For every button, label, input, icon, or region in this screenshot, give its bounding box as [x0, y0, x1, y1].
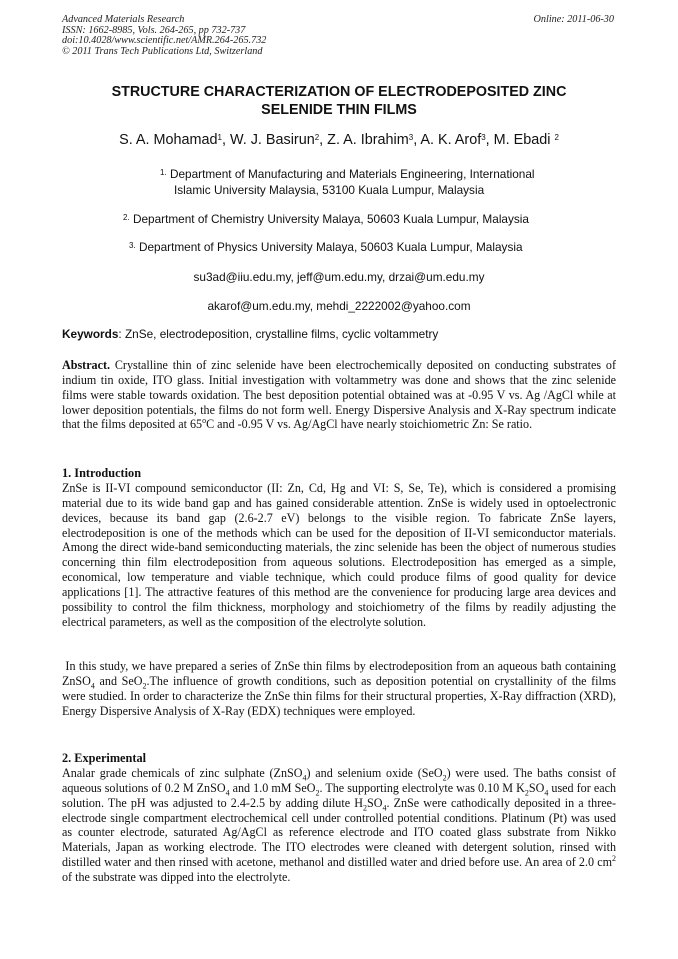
introduction-paragraph-1: ZnSe is II-VI compound semiconductor (II: Zn, Cd, Hg and VI: S, Se, Te), which is considered a promising material due to its wide band gap and has gained considerable attention. ZnSe is widely used in optoelectronic devices, because its band gap (2.6-2.7 eV) belongs to the visible region. To fabricate ZnSe layers, electrodeposition is one of the methods which can be used for the deposition of II-VI semiconductor materials. Among the direct wide-band semiconducting materials, the zinc selenide has been the object of numerous studies concerning thin film electrodeposition from aqueous solutions. Electrodeposition has emerged as a simple, economical, low temperature and viable technique, which could produce films of good quality for device applications [1]. The attractive features of this method are the convenience for producing large area devices and possibility to control the film thickness, morphology and stoichiometry of the films by readily adjusting the electrical parameters, as well as the composition of the electrolyte solution. — [62, 481, 616, 629]
journal-name: Advanced Materials Research — [62, 14, 185, 25]
author-separator: , — [413, 132, 421, 148]
copyright-line: © 2011 Trans Tech Publications Ltd, Switzerland — [62, 45, 263, 57]
journal-header — [62, 15, 266, 57]
author-affiliation-mark: 3 — [408, 133, 414, 142]
section-heading-introduction: 1. Introduction — [62, 466, 142, 480]
abstract-text: Crystalline thin of zinc selenide have been electrochemically deposited on conducting substrates of indium tin oxide, ITO glass. Initial investigation with voltammetry was done and shows that the zinc selenide films were stable towards oxidation. The best deposition potential obtained was at -0.95 V vs. Ag /AgCl while at lower deposition potentials, the films do not form well. Energy Dispersive Analysis and X-Ray spectrum indicate that the films deposited at 65 — [62, 358, 616, 432]
abstract-label: Abstract. — [62, 358, 111, 372]
abstract — [62, 358, 616, 432]
doi-line: doi:10.4028/www.scientific.net/AMR.264-265.732 — [62, 35, 267, 47]
author-name: M. Ebadi — [493, 132, 555, 148]
email-line-1: su3ad@iiu.edu.my, jeff@um.edu.my, drzai@um.edu.my — [193, 270, 485, 284]
affiliation-number: 2. — [123, 213, 130, 222]
affiliation-2 — [123, 212, 529, 228]
author-separator: , — [319, 132, 328, 148]
affiliation-text: Department of Chemistry University Malaya, 50603 Kuala Lumpur, Malaysia — [129, 212, 529, 226]
author-name: W. J. Basirun — [229, 132, 315, 148]
abstract-text-cont: C and -0.95 V vs. Ag/AgCl have nearly stoichiometric Zn: Se ratio. — [206, 417, 533, 432]
issn-line: ISSN: 1662-8985, Vols. 264-265, pp 732-737 — [62, 24, 246, 36]
affiliation-number: 3. — [129, 241, 136, 250]
author-separator: , — [485, 132, 494, 148]
author-list — [62, 131, 616, 149]
author-affiliation-mark: 2 — [554, 133, 559, 142]
affiliation-text: Department of Manufacturing and Materials Engineering, International — [166, 167, 535, 181]
author-affiliation-mark: 2 — [314, 133, 320, 142]
author-name: A. K. Arof — [420, 132, 482, 148]
experimental-paragraph: Analar grade chemicals of zinc sulphate (ZnSO$_4$) and selenium oxide (SeO$_2$) were used. The baths consist of aqueous solutions of 0.2 M ZnSO$_4$ and 1.0 mM SeO$_2$. The supporting electrolyte was 0.10 M $K_2SO_4$ used for each solution. The pH was adjusted to 2.4-2.5 by adding dilute $H_2SO_4$. ZnSe were cathodically deposited in a three-electrode single compartment electrochemical cell under controlled potential conditions. Platinum (Pt) was used as counter electrode, saturated Ag/AgCl as reference electrode and ITO coated glass substrate from Nikko Materials, Japan as working electrode. The ITO electrodes were cleaned with detergent solution, rinsed with distilled water and then rinsed with acetone, methanol and distilled water and dried before use. An area of 2.0 $cm^2$ of the substrate was dipped into the electrolyte. — [62, 766, 616, 884]
affiliation-1 — [160, 167, 535, 198]
author-affiliation-mark: 3 — [481, 133, 486, 142]
online-date: Online: 2011-06-30 — [533, 14, 614, 25]
affiliation-text: Department of Physics University Malaya, 50603 Kuala Lumpur, Malaysia — [135, 240, 523, 254]
affiliation-3 — [129, 240, 523, 256]
email-line-2: akarof@um.edu.my, mehdi_2222002@yahoo.com — [207, 299, 471, 313]
title-line-2: SELENIDE THIN FILMS — [261, 102, 417, 118]
keywords — [62, 327, 616, 342]
author-name: S. A. Mohamad — [119, 132, 218, 148]
section-heading-experimental: 2. Experimental — [62, 751, 147, 765]
title-line-1: STRUCTURE CHARACTERIZATION OF ELECTRODEPOSITED ZINC — [111, 84, 567, 100]
author-affiliation-mark: 1 — [217, 133, 222, 142]
paper-title — [62, 83, 616, 119]
keywords-label: Keywords — [62, 327, 119, 341]
keywords-text: : ZnSe, electrodeposition, crystalline films, cyclic voltammetry — [118, 327, 439, 341]
author-name: Z. A. Ibrahim — [327, 132, 409, 148]
degree-mark: o — [202, 416, 207, 426]
affiliation-text-cont: Islamic University Malaysia, 53100 Kuala Lumpur, Malaysia — [174, 182, 485, 197]
author-separator: , — [221, 132, 230, 148]
introduction-paragraph-2: In this study, we have prepared a series of ZnSe thin films by electrodeposition from an aqueous bath containing ZnSO$_4$ and SeO$_2$.The influence of growth conditions, such as deposition potential on crystallinity of the films were studied. In order to characterize the ZnSe thin films for their structural properties, X-Ray diffraction (XRD), Energy Dispersive Analysis of X-Ray (EDX) techniques were employed. — [62, 659, 620, 718]
affiliation-number: 1. — [160, 168, 167, 177]
